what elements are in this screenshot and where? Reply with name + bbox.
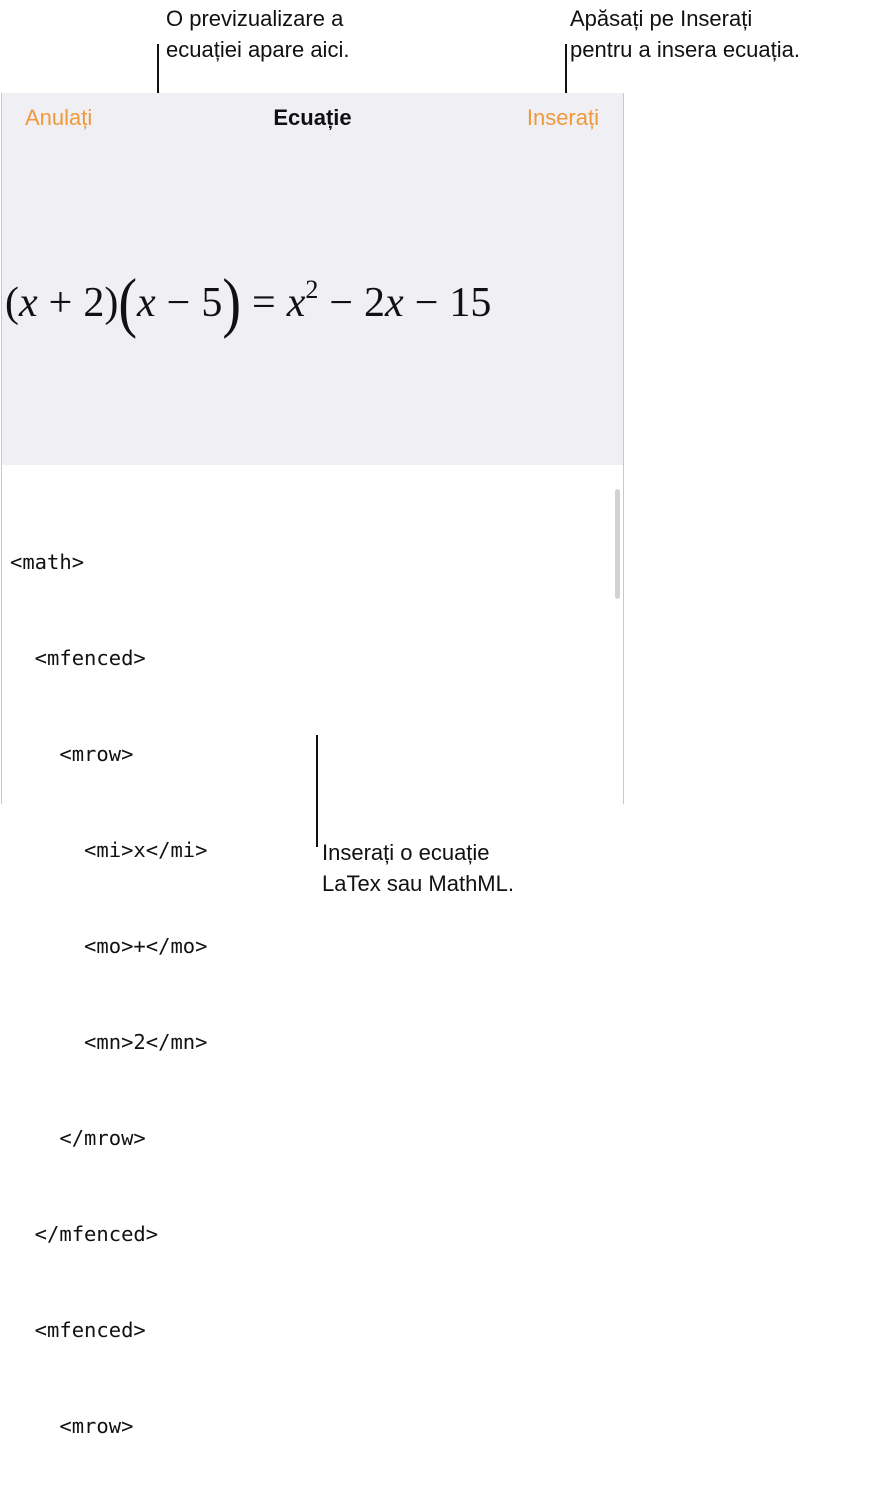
callout-input-line-2: LaTex sau MathML. <box>322 871 514 896</box>
eq-exponent: 2 <box>305 275 319 304</box>
eq-minus-2: − <box>329 280 354 326</box>
callout-input <box>322 837 514 899</box>
nav-bar <box>2 93 623 143</box>
code-line: <mo>+</mo> <box>10 934 208 958</box>
callout-preview-line-2: ecuației apare aici. <box>166 37 350 62</box>
eq-var-x-2: x <box>137 280 156 326</box>
eq-var-x-4: x <box>385 280 404 326</box>
code-line: <mfenced> <box>10 646 146 670</box>
code-line: <mn>2</mn> <box>10 1030 208 1054</box>
callout-insert-line-1: Apăsați pe Inserați <box>570 6 753 31</box>
code-scrollbar[interactable] <box>615 489 620 599</box>
eq-var-x-3: x <box>286 280 306 326</box>
callout-insert-line-2: pentru a insera ecuația. <box>570 37 800 62</box>
equation-code-editor[interactable] <box>10 482 207 1506</box>
eq-close-paren-1: ) <box>104 280 119 326</box>
callout-insert <box>570 3 800 65</box>
eq-num-5: 5 <box>201 280 223 326</box>
eq-minus-3: − <box>414 280 439 326</box>
code-line: <mi>x</mi> <box>10 838 208 862</box>
eq-constant: 15 <box>449 280 492 326</box>
eq-coefficient: 2 <box>364 280 386 326</box>
code-line: <mrow> <box>10 742 134 766</box>
insert-button[interactable]: Inserați <box>526 105 599 130</box>
code-line: <mrow> <box>10 1414 134 1438</box>
callout-preview-line-1: O previzualizare a <box>166 6 344 31</box>
eq-plus: + <box>48 280 73 326</box>
eq-minus-1: − <box>166 280 191 326</box>
equation-preview-area <box>2 93 623 465</box>
code-line: <math> <box>10 550 85 574</box>
eq-close-paren-2: ) <box>222 265 241 341</box>
eq-var-x-1: x <box>19 280 38 326</box>
callout-input-line-1: Inserați o ecuație <box>322 840 490 865</box>
code-line: </mfenced> <box>10 1222 159 1246</box>
eq-equals: = <box>252 280 276 326</box>
code-line: <mfenced> <box>10 1318 146 1342</box>
equation-preview <box>5 265 492 341</box>
eq-open-paren-1: ( <box>5 280 19 326</box>
eq-num-2: 2 <box>83 280 105 326</box>
dialog-title: Ecuație <box>273 105 352 130</box>
callout-leader-input <box>316 735 318 847</box>
code-line: </mrow> <box>10 1126 146 1150</box>
eq-open-paren-2: ( <box>118 265 137 341</box>
cancel-button[interactable]: Anulați <box>25 105 93 130</box>
callout-preview <box>166 3 349 65</box>
